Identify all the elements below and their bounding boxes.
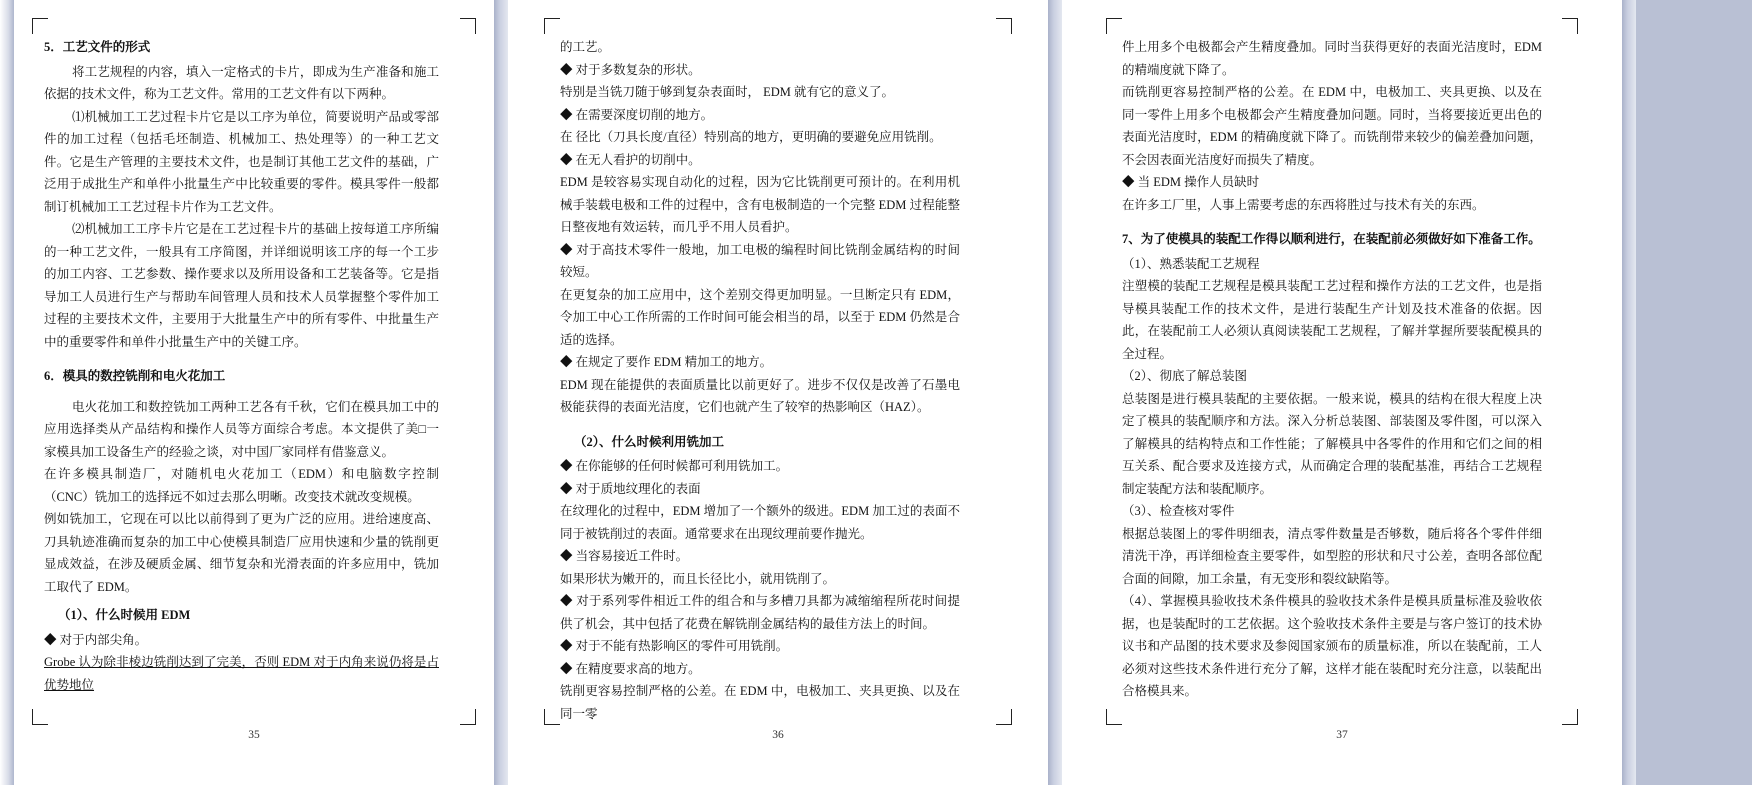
crop-mark-top-left	[32, 18, 48, 34]
paragraph: （1）、熟悉装配工艺规程	[1122, 256, 1260, 271]
paragraph: ⑵机械加工工序卡片它是在工艺过程卡片的基础上按每道工序所编的一种工艺文件，一般具有工序简图，并详细说明该工序的每一个工步的加工内容、工艺参数、操作要求以及所用设备和工艺装备等。它是指导加工人员进行生产与帮助车间管理人员和技术人员掌握整个零件加工过程的主要技术文件，主要用于大批量生产中的所有零件、中批量生产中的重要零件和单件小批量生产中的关键工序。	[44, 222, 439, 349]
bullet-item: ◆ 在无人看护的切削中。	[560, 152, 701, 167]
crop-mark-bottom-right	[1562, 709, 1578, 725]
page-gap-2	[1048, 0, 1062, 785]
section-heading: 5．工艺文件的形式	[44, 40, 151, 54]
crop-mark-bottom-left	[544, 709, 560, 725]
paragraph: （3）、检查核对零件	[1122, 504, 1235, 518]
left-margin-gutter	[0, 0, 14, 785]
bullet-item: ◆ 对于多数复杂的形状。	[560, 62, 701, 77]
paragraph: 电火花加工和数控铣加工两种工艺各有千秋，它们在模具加工中的应用选择类从产品结构和操作人员等方面综合考虑。本文提供了美□一家模具加工设备生产的经验之谈，对中国厂家同样有借鉴意义。	[44, 399, 439, 459]
crop-mark-top-left	[1106, 18, 1122, 34]
section-heading: 7、为了使模具的装配工作得以顺利进行，在装配前必须做好如下准备工作。	[1122, 232, 1541, 246]
paragraph: 注塑模的装配工艺规程是模具装配工艺过程和操作方法的工艺文件，也是指导模具装配工作的技术文件，是进行装配生产计划及技术准备的依据。因此，在装配前工人必须认真阅读装配工艺规程，了解并掌握所要装配模具的全过程。	[1122, 279, 1542, 361]
page-body-37	[1122, 36, 1542, 703]
diamond-bullet-icon: ◆	[560, 152, 576, 167]
paragraph: （2）、彻底了解总装图	[1122, 369, 1248, 383]
diamond-bullet-icon: ◆	[560, 594, 577, 608]
subsection-heading: （2）、什么时候利用铣加工	[574, 434, 725, 449]
paragraph: （4）、掌握模具验收技术条件模具的验收技术条件是模具质量标准及验收依据，也是装配时的工艺依据。这个验收技术条件主要是与客户签订的技术协议书和产品图的技术要求及参阅国家颁布的质量标准，所以在装配前，工人必须对这些技术条件进行充分了解，这样才能在装配时充分注意，以装配出合格模具来。	[1122, 594, 1542, 698]
paragraph: 总装图是进行模具装配的主要依据。一般来说，模具的结构在很大程度上决定了模具的装配顺序和方法。深入分析总装图、部装图及零件图，可以深入了解模具的结构特点和工作性能；了解模具中各零件的作用和它们之间的相互关系、配合要求及连接方式，从而确定合理的装配基准，再结合工艺规程制定装配方法和装配顺序。	[1122, 391, 1542, 496]
paragraph: 铣削更容易控制严格的公差。在 EDM 中，电极加工、夹具更换、以及在同一零	[560, 684, 960, 721]
document-page-35	[14, 0, 494, 785]
crop-mark-bottom-left	[32, 709, 48, 725]
paragraph: 在更复杂的加工应用中，这个差别交得更加明显。一旦断定只有 EDM，令加工中心工作所需的工作时间可能会相当的昂，以至于 EDM 仍然是合适的选择。	[560, 287, 960, 347]
diamond-bullet-icon: ◆	[560, 107, 576, 122]
crop-mark-bottom-right	[996, 709, 1012, 725]
diamond-bullet-icon: ◆	[560, 62, 576, 77]
paragraph: EDM 现在能提供的表面质量比以前更好了。进步不仅仅是改善了石墨电极能获得的表面光洁度，它们也就产生了较窄的热影响区（HAZ）。	[560, 377, 960, 414]
subsection-heading: （1）、什么时候用 EDM	[58, 608, 191, 622]
right-margin-gutter	[1622, 0, 1636, 785]
paragraph-underlined: Grobe 认为除非棱边铣削达到了完美，否则 EDM 对于内角来说仍将是占优势地位	[44, 655, 439, 692]
bullet-item: ◆ 在你能够的任何时候都可利用铣加工。	[560, 459, 789, 473]
paragraph: 如果形状为嫩开的，而且长径比小，就用铣削了。	[560, 571, 836, 586]
bullet-item: ◆ 对于质地纹理化的表面	[560, 481, 701, 496]
page-gap-1	[494, 0, 508, 785]
paragraph: 件上用多个电极都会产生精度叠加。同时当获得更好的表面光洁度时，EDM 的精端度就下降了。	[1122, 40, 1542, 77]
crop-mark-top-right	[996, 18, 1012, 34]
bullet-item: ◆ 当容易接近工件时。	[560, 549, 689, 563]
paragraph: 在许多工厂里，人事上需要考虑的东西将胜过与技术有关的东西。	[1122, 197, 1485, 212]
spacer	[44, 353, 439, 365]
page-number: 35	[248, 729, 260, 741]
paragraph: 的工艺。	[560, 40, 611, 54]
spacer	[560, 419, 960, 431]
diamond-bullet-icon: ◆	[560, 661, 576, 676]
diamond-bullet-icon: ◆	[560, 459, 576, 473]
paragraph: 将工艺规程的内容，填入一定格式的卡片，即成为生产准备和施工依据的技术文件，称为工艺文件。常用的工艺文件有以下两种。	[44, 64, 439, 101]
paragraph: ⑴机械加工工艺过程卡片它是以工序为单位，简要说明产品或零部件的加工过程（包括毛坯制造、机械加工、热处理等）的一种工艺文件。它是生产管理的主要技术文件，也是制订其他工艺文件的基础，广泛用于成批生产和单件小批量生产中比较重要的零件。模具零件一般都制订机械加工工艺过程卡片作为工艺文件。	[44, 109, 439, 214]
crop-mark-top-right	[460, 18, 476, 34]
paragraph: 特别是当铣刀随于够到复杂表面时， EDM 就有它的意义了。	[560, 85, 895, 99]
diamond-bullet-icon: ◆	[560, 355, 576, 369]
paragraph: 在纹理化的过程中，EDM 增加了一个额外的级进。EDM 加工过的表面不同于被铣削过的表面。通常要求在出现纹理前要作抛光。	[560, 504, 960, 541]
bullet-item: ◆ 在规定了要作 EDM 精加工的地方。	[560, 355, 773, 369]
document-page-36	[508, 0, 1048, 785]
paragraph: EDM 是较容易实现自动化的过程，因为它比铣削更可预计的。在利用机械手装载电极和工件的过程中，含有电极制造的一个完整 EDM 过程能整日整夜地有效运转，而几乎不用人员看护。	[560, 175, 960, 234]
bullet-item: ◆ 对于系列零件相近工件的组合和与多槽刀具都为减缩缩程所花时间提供了机会，其中包括了花费在解铣削金属结构的最佳方法上的时间。	[560, 594, 960, 631]
section-heading: 6．模具的数控铣削和电火花加工	[44, 369, 226, 383]
page-body-36	[560, 36, 960, 725]
diamond-bullet-icon: ◆	[560, 639, 576, 653]
bullet-item: ◆ 在精度要求高的地方。	[560, 661, 701, 676]
paragraph: 在 径比（刀具长度/直径）特别高的地方，更明确的要避免应用铣削。	[560, 130, 942, 144]
diamond-bullet-icon: ◆	[560, 549, 576, 563]
bullet-item: ◆ 对于不能有热影响区的零件可用铣削。	[560, 639, 789, 653]
diamond-bullet-icon: ◆	[1122, 175, 1138, 189]
bullet-item: ◆ 在需要深度切削的地方。	[560, 107, 714, 122]
bullet-item: ◆ 对于内部尖角。	[44, 632, 148, 647]
paragraph: 根据总装图上的零件明细表，清点零件数量是否够数，随后将各个零件伴细清洗干净，再详细检查主要零件，如型腔的形状和尺寸公差，查明各部位配合面的间隙，加工余量，有无变形和裂纹缺陷等。	[1122, 526, 1542, 586]
diamond-bullet-icon: ◆	[560, 242, 577, 257]
crop-mark-bottom-right	[460, 709, 476, 725]
crop-mark-top-right	[1562, 18, 1578, 34]
bullet-item: ◆ 对于高技术零件一般地，加工电极的编程时间比铣削金属结构的时间较短。	[560, 242, 960, 279]
diamond-bullet-icon: ◆	[560, 481, 576, 496]
paragraph: 在许多模具制造厂，对随机电火花加工（EDM）和电脑数字控制（CNC）铣加工的选择远不如过去那么明晰。改变技术就改变规模。	[44, 467, 439, 504]
page-number: 37	[1336, 729, 1348, 741]
bullet-item: ◆ 当 EDM 操作人员缺时	[1122, 175, 1260, 189]
paragraph: 例如铣加工，它现在可以比以前得到了更为广泛的应用。进给速度高、刀具轨迹准确而复杂的加工中心使模具制造厂应用快速和少量的铣削更显成效益，在涉及硬质金属、细节复杂和光滑表面的许多应用中，铣加工取代了 EDM。	[44, 512, 439, 594]
document-page-37	[1062, 0, 1622, 785]
page-body-35	[44, 36, 439, 696]
diamond-bullet-icon: ◆	[44, 632, 60, 647]
page-number: 36	[772, 729, 784, 741]
spacer	[1122, 216, 1542, 228]
crop-mark-bottom-left	[1106, 709, 1122, 725]
paragraph: 而铣削更容易控制严格的公差。在 EDM 中，电极加工、夹具更换、以及在同一零件上用多个电极都会产生精度叠加问题。同时，当将要接近更出色的表面光洁度时，EDM 的精确度就下降了。而铣削带来较少的偏差叠加问题，不会因表面光洁度好而损失了精度。	[1122, 85, 1542, 167]
crop-mark-top-left	[544, 18, 560, 34]
